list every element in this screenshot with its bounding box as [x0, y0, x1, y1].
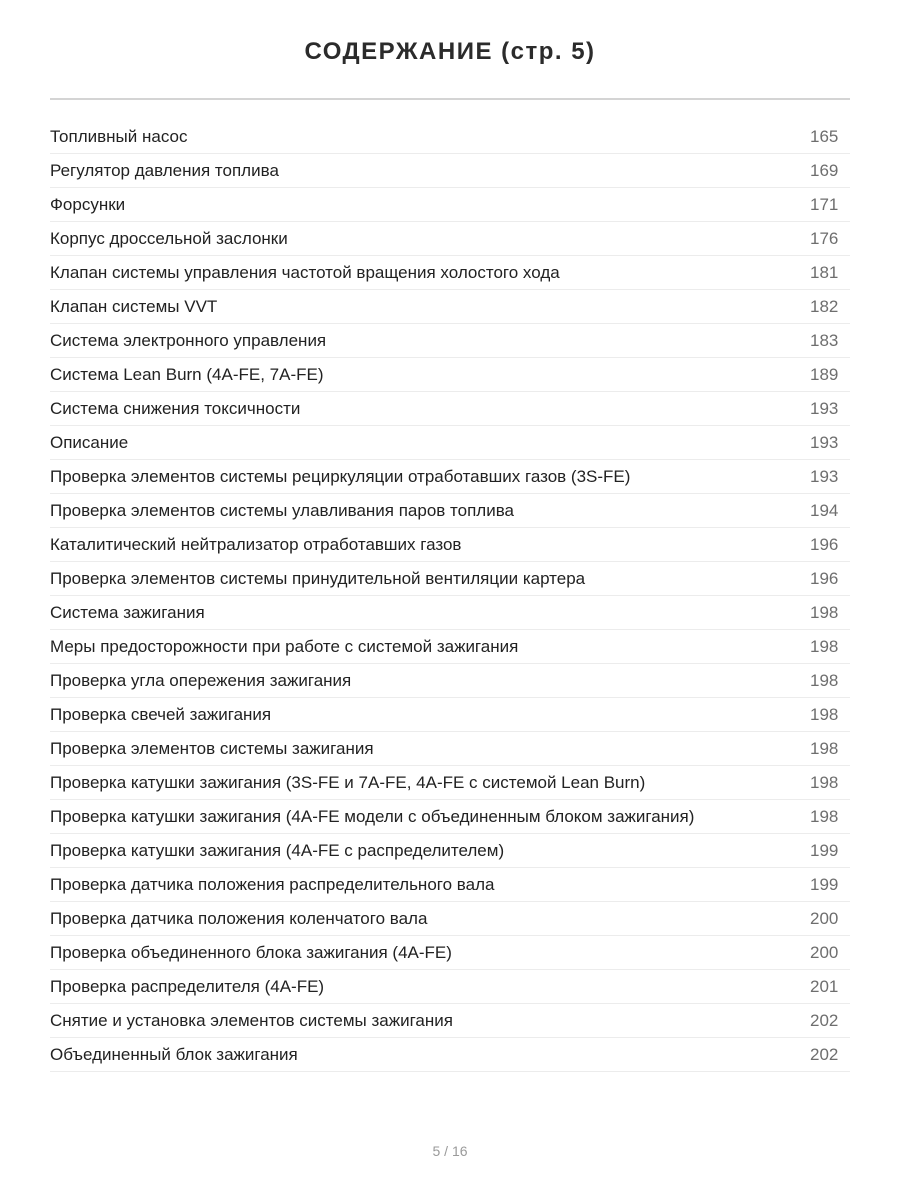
toc-entry-page-number: 199 — [810, 874, 839, 894]
toc-entry[interactable] — [50, 528, 850, 562]
toc-entry-page-number: 193 — [810, 432, 839, 452]
toc-entry[interactable] — [50, 256, 850, 290]
toc-entry[interactable] — [50, 698, 850, 732]
toc-entry-page-number: 198 — [810, 636, 839, 656]
page-title: СОДЕРЖАНИЕ (стр. 5) — [304, 38, 596, 65]
toc-entry-title[interactable]: Проверка свечей зажигания — [50, 704, 272, 724]
toc-entry[interactable] — [50, 766, 850, 800]
toc-entry-title[interactable]: Система снижения токсичности — [50, 398, 301, 418]
toc-entry-page-number: 196 — [810, 568, 839, 588]
toc-entry[interactable] — [50, 154, 850, 188]
toc-entry-page-number: 198 — [810, 670, 839, 690]
toc-entry-title[interactable]: Проверка датчика положения распределительного вала — [50, 874, 495, 894]
toc-entry-title[interactable]: Описание — [50, 432, 129, 452]
toc-entry-page-number: 202 — [810, 1044, 839, 1064]
toc-entry[interactable] — [50, 936, 850, 970]
toc-entry[interactable] — [50, 970, 850, 1004]
toc-entry[interactable] — [50, 732, 850, 766]
toc-entry[interactable] — [50, 290, 850, 324]
toc-entry-page-number: 196 — [810, 534, 839, 554]
toc-entry-title[interactable]: Меры предосторожности при работе с системой зажигания — [50, 636, 519, 656]
toc-entry[interactable] — [50, 120, 850, 154]
toc-entry-page-number: 193 — [810, 398, 839, 418]
toc-entry-page-number: 194 — [810, 500, 839, 520]
toc-entry-page-number: 198 — [810, 806, 839, 826]
toc-entry[interactable] — [50, 562, 850, 596]
toc-entry-page-number: 201 — [810, 976, 839, 996]
toc-entry[interactable] — [50, 834, 850, 868]
toc-entry-page-number: 198 — [810, 704, 839, 724]
toc-entry-page-number: 171 — [810, 194, 839, 214]
toc-entry-title[interactable]: Форсунки — [50, 194, 126, 214]
toc-entry[interactable] — [50, 1038, 850, 1072]
toc-entry-title[interactable]: Система электронного управления — [50, 330, 327, 350]
toc-entry-title[interactable]: Проверка элементов системы зажигания — [50, 738, 374, 758]
toc-entry-page-number: 193 — [810, 466, 839, 486]
toc-entry[interactable] — [50, 358, 850, 392]
toc-entry-title[interactable]: Проверка угла опережения зажигания — [50, 670, 352, 690]
toc-entry-page-number: 165 — [810, 126, 839, 146]
toc-entry-title[interactable]: Система Lean Burn (4A-FE, 7A-FE) — [50, 364, 324, 384]
title-divider — [50, 98, 850, 100]
toc-entry-title[interactable]: Корпус дроссельной заслонки — [50, 228, 288, 248]
toc-entry-page-number: 200 — [810, 942, 839, 962]
page-counter: 5 / 16 — [432, 1143, 468, 1159]
toc-entry-title[interactable]: Проверка распределителя (4A-FE) — [50, 976, 325, 996]
toc-entry[interactable] — [50, 596, 850, 630]
toc-entry[interactable] — [50, 324, 850, 358]
toc-entry-page-number: 181 — [810, 262, 839, 282]
toc-entry[interactable] — [50, 868, 850, 902]
toc-entry-page-number: 198 — [810, 602, 839, 622]
toc-entry-title[interactable]: Снятие и установка элементов системы зажигания — [50, 1010, 453, 1030]
toc-entry-title[interactable]: Проверка объединенного блока зажигания (4A-FE) — [50, 942, 452, 962]
toc-entry-title[interactable]: Проверка элементов системы принудительной вентиляции картера — [50, 568, 586, 588]
toc-entry-title[interactable]: Проверка катушки зажигания (4A-FE с распределителем) — [50, 840, 505, 860]
toc-entry[interactable] — [50, 494, 850, 528]
toc-entry-page-number: 199 — [810, 840, 839, 860]
toc-entry-page-number: 176 — [810, 228, 839, 248]
toc-entry-title[interactable]: Проверка катушки зажигания (3S-FE и 7A-FE, 4A-FE с системой Lean Burn) — [50, 772, 646, 792]
table-of-contents — [50, 120, 850, 1072]
toc-entry-title[interactable]: Топливный насос — [50, 126, 188, 146]
toc-entry[interactable] — [50, 1004, 850, 1038]
toc-entry-title[interactable]: Клапан системы VVT — [50, 296, 218, 316]
toc-entry-title[interactable]: Проверка катушки зажигания (4A-FE модели с объединенным блоком зажигания) — [50, 806, 695, 826]
toc-entry-page-number: 169 — [810, 160, 839, 180]
toc-entry-page-number: 202 — [810, 1010, 839, 1030]
toc-entry-title[interactable]: Проверка элементов системы рециркуляции отработавших газов (3S-FE) — [50, 466, 631, 486]
toc-entry-title[interactable]: Система зажигания — [50, 602, 205, 622]
toc-entry[interactable] — [50, 902, 850, 936]
toc-entry-page-number: 198 — [810, 772, 839, 792]
toc-entry[interactable] — [50, 426, 850, 460]
toc-entry-title[interactable]: Каталитический нейтрализатор отработавших газов — [50, 534, 462, 554]
toc-entry-title[interactable]: Клапан системы управления частотой вращения холостого хода — [50, 262, 560, 282]
toc-entry[interactable] — [50, 630, 850, 664]
toc-entry-title[interactable]: Регулятор давления топлива — [50, 160, 279, 180]
toc-entry-page-number: 183 — [810, 330, 839, 350]
toc-entry[interactable] — [50, 460, 850, 494]
toc-entry-page-number: 200 — [810, 908, 839, 928]
toc-entry-title[interactable]: Проверка датчика положения коленчатого вала — [50, 908, 428, 928]
toc-entry[interactable] — [50, 800, 850, 834]
toc-entry[interactable] — [50, 188, 850, 222]
toc-entry-title[interactable]: Объединенный блок зажигания — [50, 1044, 298, 1064]
toc-entry-title[interactable]: Проверка элементов системы улавливания паров топлива — [50, 500, 515, 520]
toc-entry-page-number: 189 — [810, 364, 839, 384]
toc-entry[interactable] — [50, 664, 850, 698]
toc-entry[interactable] — [50, 222, 850, 256]
toc-entry-page-number: 198 — [810, 738, 839, 758]
toc-entry[interactable] — [50, 392, 850, 426]
toc-entry-page-number: 182 — [810, 296, 839, 316]
